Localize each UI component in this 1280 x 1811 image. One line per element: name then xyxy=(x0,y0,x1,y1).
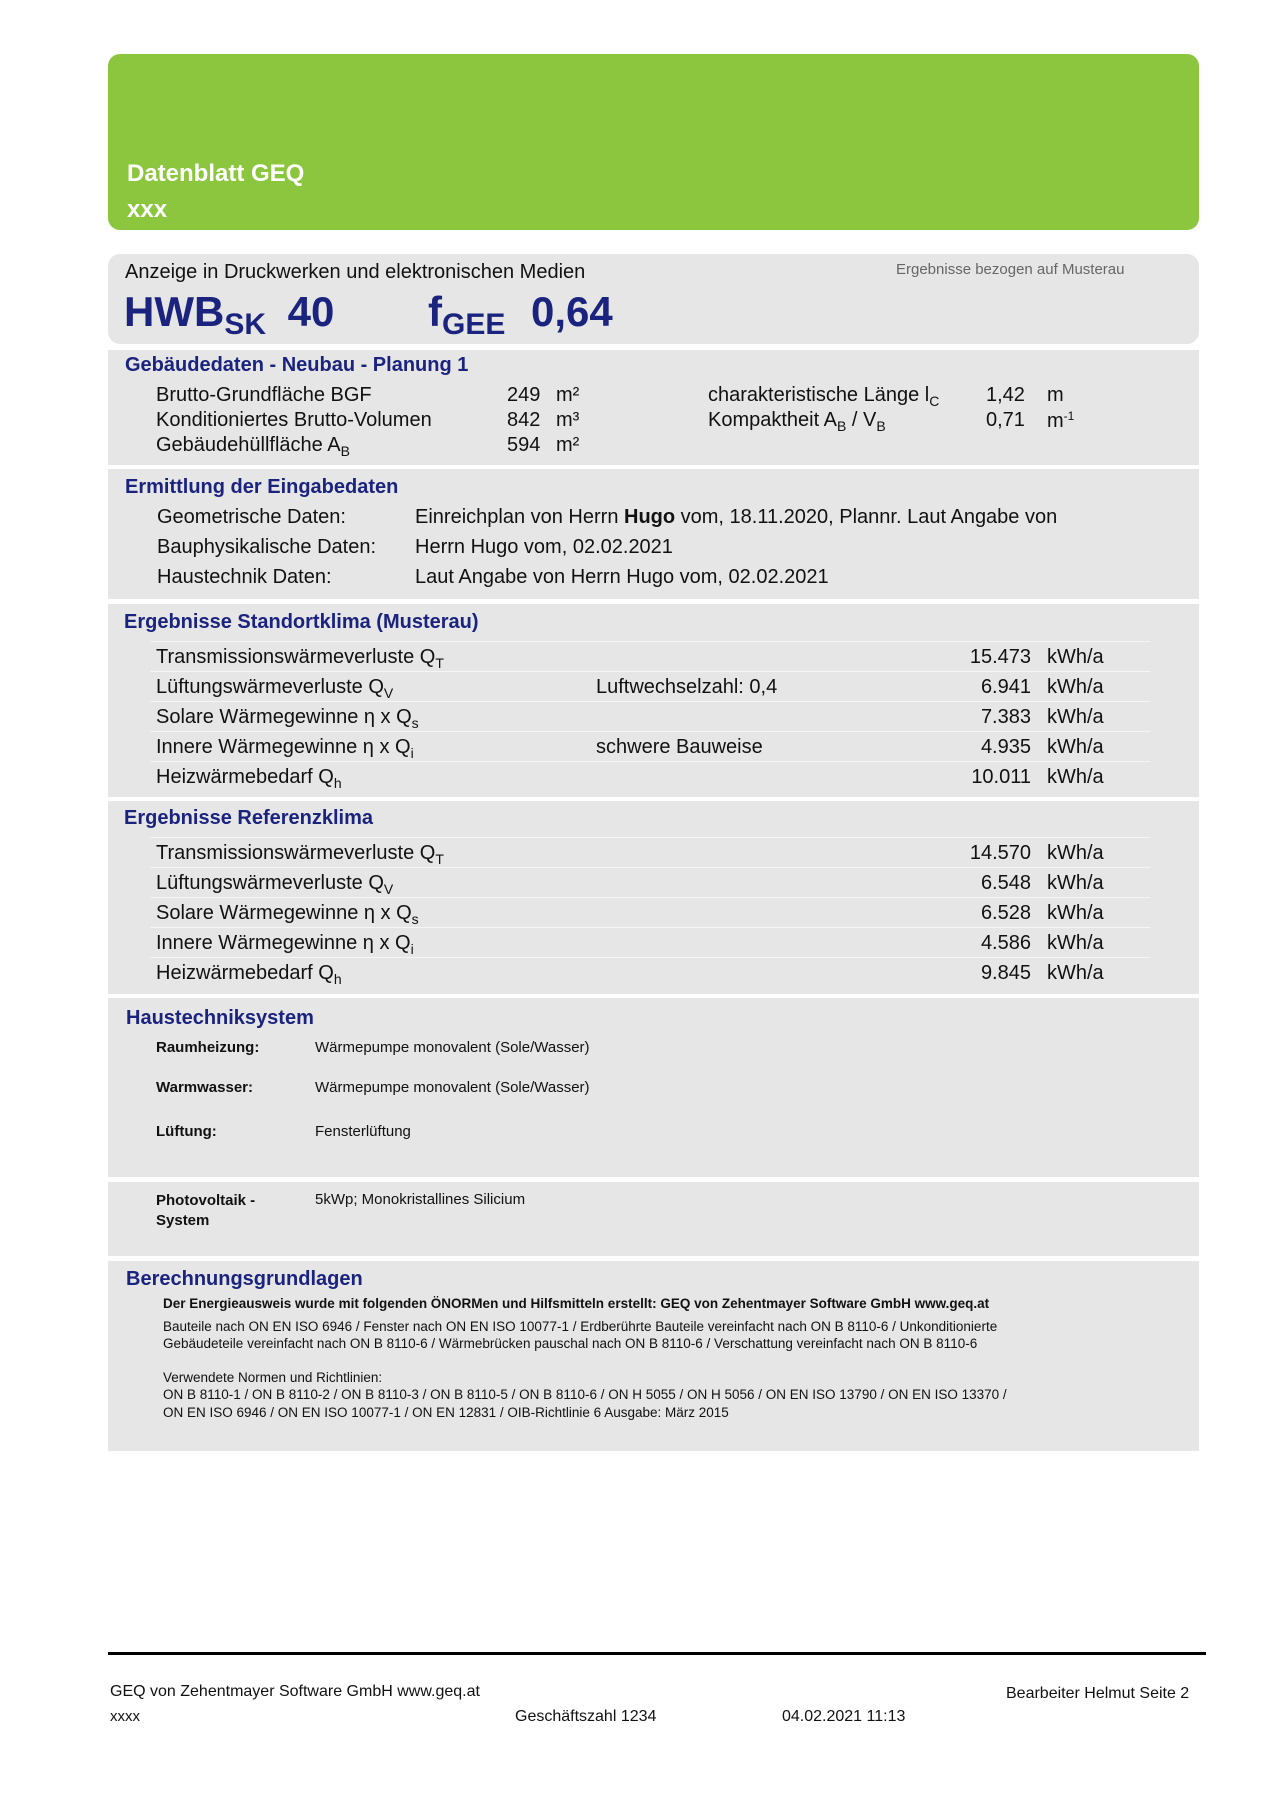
header-banner xyxy=(108,54,1199,230)
compact-label: Kompaktheit $A_B / V_B$ xyxy=(708,409,886,434)
document-subtitle: xxx xyxy=(127,196,168,223)
local-row-ventilation-note: Luftwechselzahl: 0,4 xyxy=(596,676,778,698)
basis-line-2: Gebäudeteile vereinfacht nach ON B 8110-6 / Wärmebrücken pauschal nach ON B 8110-6 / Verschattung vereinfacht nach ON B 8110-6 xyxy=(163,1336,978,1351)
ref-row-heating-unit: kWh/a xyxy=(1047,962,1104,984)
hwb-value: 40 xyxy=(287,288,335,335)
local-row-internal-value: 4.935 xyxy=(980,736,1031,758)
local-row-solar-label: Solare Wärmegewinne η x $Q_s$ xyxy=(156,706,419,731)
local-row-ventilation-value: 6.941 xyxy=(980,676,1031,698)
envelope-value: 594 xyxy=(507,434,541,456)
local-row-ventilation-label: Lüftungswärmeverluste $Q_V$ xyxy=(156,676,394,701)
building-title: Gebäudedaten - Neubau - Planung 1 xyxy=(125,354,469,376)
local-row-heating-value: 10.011 xyxy=(971,766,1031,788)
water-label: Warmwasser: xyxy=(156,1079,253,1096)
footer-editor: Bearbeiter Helmut Seite 2 xyxy=(1006,1685,1190,1702)
footer-rule xyxy=(108,1652,1206,1655)
reference-note: Ergebnisse bezogen auf Musterau xyxy=(896,261,1125,278)
local-row-heating-label: Heizwärmebedarf $Q_h$ xyxy=(156,766,342,791)
ref-row-ventilation-label: Lüftungswärmeverluste $Q_V$ xyxy=(156,872,394,897)
local-row-internal-label: Innere Wärmegewinne η x $Q_i$ xyxy=(156,736,414,761)
hwb-indicator xyxy=(124,288,335,341)
local-row-heating-unit: kWh/a xyxy=(1047,766,1104,788)
ref-row-transmission-unit: kWh/a xyxy=(1047,842,1104,864)
tech-value: Laut Angabe von Herrn Hugo vom, 02.02.2021 xyxy=(415,566,829,588)
local-row-ventilation-unit: kWh/a xyxy=(1047,676,1104,698)
water-value: Wärmepumpe monovalent (Sole/Wasser) xyxy=(315,1079,590,1096)
local-row-transmission-label: Transmissionswärmeverluste $Q_T$ xyxy=(156,646,444,671)
results-ref-title: Ergebnisse Referenzklima xyxy=(124,807,373,829)
bau-value: Herrn Hugo vom, 02.02.2021 xyxy=(415,536,673,558)
ref-row-solar-label: Solare Wärmegewinne η x $Q_s$ xyxy=(156,902,419,927)
ref-row-internal-value: 4.586 xyxy=(980,932,1031,954)
ventilation-value: Fensterlüftung xyxy=(315,1123,411,1140)
volume-value: 842 xyxy=(507,409,541,431)
bgf-label: Brutto-Grundfläche BGF xyxy=(156,384,372,406)
ref-row-heating-value: 9.845 xyxy=(980,962,1031,984)
document-title: Datenblatt GEQ xyxy=(127,160,305,187)
fgee-sub: GEE xyxy=(442,308,506,341)
ref-row-internal-unit: kWh/a xyxy=(1047,932,1104,954)
fgee-symbol: f xyxy=(428,288,442,335)
fgee-indicator xyxy=(428,288,613,341)
ref-row-solar-value: 6.528 xyxy=(980,902,1031,924)
pv-label: Photovoltaik - System xyxy=(156,1192,256,1229)
compact-value: 0,71 xyxy=(986,409,1025,431)
length-unit: m xyxy=(1047,384,1064,406)
bgf-value: 249 xyxy=(507,384,541,406)
input-data-title: Ermittlung der Eingabedaten xyxy=(125,476,399,498)
fgee-value: 0,64 xyxy=(531,288,613,335)
local-row-solar-unit: kWh/a xyxy=(1047,706,1104,728)
footer-case-number: Geschäftszahl 1234 xyxy=(515,1708,657,1725)
ventilation-label: Lüftung: xyxy=(156,1123,217,1140)
footer-company: GEQ von Zehentmayer Software GmbH www.geq.at xyxy=(110,1683,480,1700)
basis-line-1: Bauteile nach ON EN ISO 6946 / Fenster nach ON EN ISO 10077-1 / Erdberührte Bauteile vereinfacht nach ON B 8110-6 / Unkonditionierte xyxy=(163,1319,998,1334)
ref-row-transmission-value: 14.570 xyxy=(969,842,1031,864)
envelope-label: Gebäudehüllfläche $A_B$ xyxy=(156,434,350,459)
display-label: Anzeige in Druckwerken und elektronischen Medien xyxy=(125,261,586,283)
volume-label: Konditioniertes Brutto-Volumen xyxy=(156,409,432,431)
heating-label: Raumheizung: xyxy=(156,1039,260,1056)
volume-unit: m³ xyxy=(556,409,580,431)
bgf-unit: m² xyxy=(556,384,580,406)
local-row-solar-value: 7.383 xyxy=(980,706,1031,728)
norms-line-1: ON B 8110-1 / ON B 8110-2 / ON B 8110-3 / ON B 8110-5 / ON B 8110-6 / ON H 5055 / ON H 5056 / ON EN ISO 13790 / ON EN ISO 13370 / xyxy=(163,1387,1007,1402)
hwb-sub: SK xyxy=(224,308,266,341)
ref-row-ventilation-unit: kWh/a xyxy=(1047,872,1104,894)
local-row-transmission-value: 15.473 xyxy=(969,646,1031,668)
basis-intro: Der Energieausweis wurde mit folgenden ÖNORMen und Hilfsmitteln erstellt: GEQ von Zehentmayer Software GmbH www.geq.at xyxy=(163,1296,990,1311)
pv-value: 5kWp; Monokristallines Silicium xyxy=(315,1191,526,1208)
ref-row-heating-label: Heizwärmebedarf $Q_h$ xyxy=(156,962,342,987)
envelope-unit: m² xyxy=(556,434,580,456)
tech-label: Haustechnik Daten: xyxy=(157,566,332,588)
ref-row-transmission-label: Transmissionswärmeverluste $Q_T$ xyxy=(156,842,444,867)
heating-value: Wärmepumpe monovalent (Sole/Wasser) xyxy=(315,1039,590,1056)
systems-title: Haustechniksystem xyxy=(126,1007,314,1029)
local-row-transmission-unit: kWh/a xyxy=(1047,646,1104,668)
pv-panel xyxy=(108,1182,1199,1256)
ref-row-ventilation-value: 6.548 xyxy=(980,872,1031,894)
bau-label: Bauphysikalische Daten: xyxy=(157,536,377,558)
local-row-internal-unit: kWh/a xyxy=(1047,736,1104,758)
length-label: charakteristische Länge $l_C$ xyxy=(708,384,940,409)
geo-value: Einreichplan von Herrn Hugo vom, 18.11.2020, Plannr. Laut Angabe von xyxy=(415,506,1058,528)
footer-datetime: 04.02.2021 11:13 xyxy=(782,1708,906,1725)
norms-label: Verwendete Normen und Richtlinien: xyxy=(163,1370,383,1385)
geo-label: Geometrische Daten: xyxy=(157,506,346,528)
length-value: 1,42 xyxy=(986,384,1025,406)
ref-row-solar-unit: kWh/a xyxy=(1047,902,1104,924)
results-local-title: Ergebnisse Standortklima (Musterau) xyxy=(124,611,479,633)
ref-row-internal-label: Innere Wärmegewinne η x $Q_i$ xyxy=(156,932,414,957)
norms-line-2: ON EN ISO 6946 / ON EN ISO 10077-1 / ON EN 12831 / OIB-Richtlinie 6 Ausgabe: März 2015 xyxy=(163,1405,729,1420)
footer-code: xxxx xyxy=(110,1708,140,1725)
local-row-internal-note: schwere Bauweise xyxy=(596,736,763,758)
basis-title: Berechnungsgrundlagen xyxy=(126,1268,363,1290)
hwb-symbol: HWB xyxy=(124,288,225,335)
compact-unit: $m^{-1}$ xyxy=(1047,409,1075,433)
